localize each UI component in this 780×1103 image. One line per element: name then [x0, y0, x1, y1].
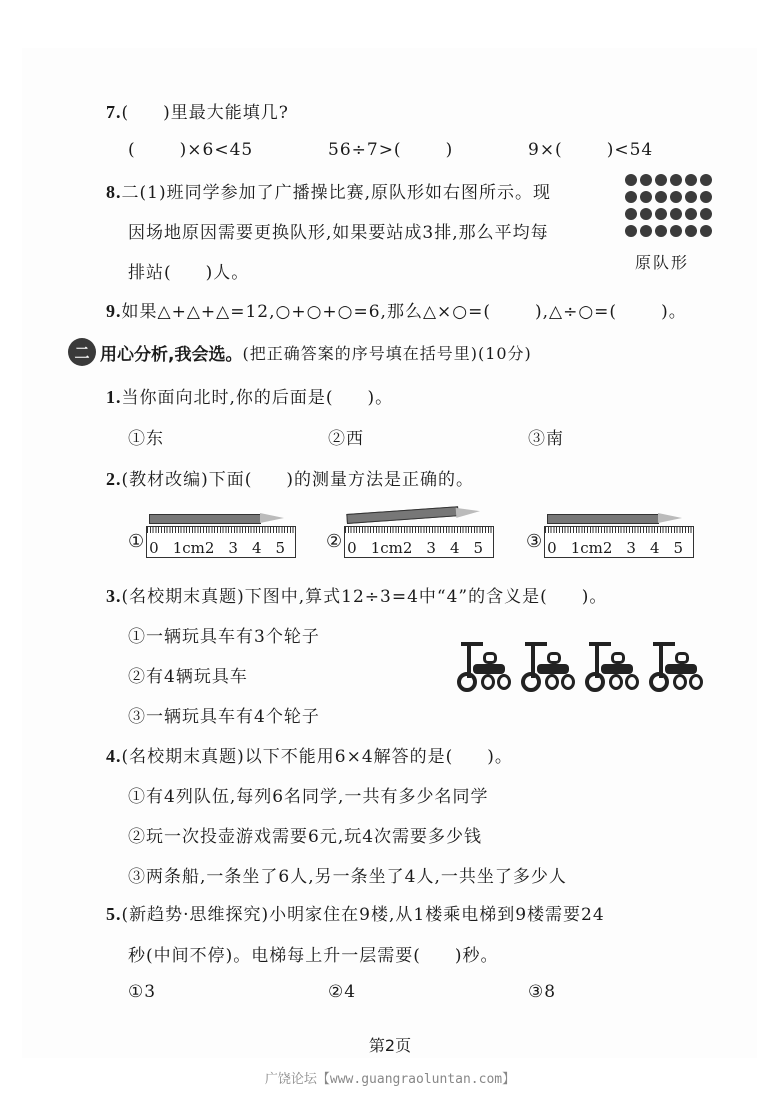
q8-line-3: 排站( )人。	[128, 263, 250, 283]
section-2-header	[68, 338, 532, 366]
q7-item-3: 9×( )<54	[528, 140, 654, 160]
figure-caption: 原队形	[635, 253, 690, 272]
tricycle-icon	[583, 638, 641, 694]
s2-q1-option-2: ②西	[328, 429, 364, 449]
s2-q5-option-1: ①3	[128, 982, 157, 1002]
toy-tricycles-figure	[455, 638, 705, 694]
s2-q1-option-1: ①东	[128, 429, 164, 449]
s2-q4-option-3: ③两条船,一条坐了6人,另一条坐了4人,一共坐了多少人	[128, 867, 567, 887]
section-subtitle: (把正确答案的序号填在括号里)(10分)	[242, 343, 532, 363]
ruler-option-1: ① 0 1cm 2 3 4 5	[128, 512, 296, 560]
s2-q3-option-2: ②有4辆玩具车	[128, 667, 248, 687]
q7-item-1: ( )×6<45	[128, 140, 254, 160]
q9-stem: 9.如果△+△+△=12,○+○+○=6,那么△×○=( ),△÷○=( )。	[106, 301, 687, 322]
s2-q1-stem: 1.当你面向北时,你的后面是( )。	[106, 387, 394, 408]
s2-q3-stem: 3.(名校期末真题)下图中,算式12÷3=4中“4”的含义是( )。	[106, 586, 608, 607]
s2-q1-option-3: ③南	[528, 429, 564, 449]
section-number-badge: 二	[68, 338, 96, 366]
q7-number: 7.	[106, 102, 122, 122]
s2-q5-option-2: ②4	[328, 982, 357, 1002]
ruler-option-2: ② 0 1cm 2 3 4 5	[326, 512, 494, 560]
s2-q4-stem: 4.(名校期末真题)以下不能用6×4解答的是( )。	[106, 746, 513, 767]
s2-q4-option-2: ②玩一次投壶游戏需要6元,玩4次需要多少钱	[128, 827, 483, 847]
watermark: 广饶论坛【www.guangraoluntan.com】	[264, 1072, 516, 1087]
q8-line-1: 8.二(1)班同学参加了广播操比赛,原队形如右图所示。现	[106, 182, 551, 203]
s2-q5-option-3: ③8	[528, 982, 557, 1002]
ruler-icon: 0 1cm 2 3 4 5	[146, 526, 296, 558]
s2-q5-line-1: 5.(新趋势·思维探究)小明家住在9楼,从1楼乘电梯到9楼需要24	[106, 904, 605, 925]
s2-q3-option-3: ③一辆玩具车有4个轮子	[128, 707, 320, 727]
section-title: 用心分析,我会选。	[100, 344, 243, 365]
s2-q3-option-1: ①一辆玩具车有3个轮子	[128, 627, 320, 647]
q7-item-2: 56÷7>( )	[328, 140, 454, 160]
ruler-icon: 0 1cm 2 3 4 5	[544, 526, 694, 558]
s2-q5-line-2: 秒(中间不停)。电梯每上升一层需要( )秒。	[128, 946, 499, 966]
tricycle-icon	[647, 638, 705, 694]
original-formation-figure	[625, 174, 712, 237]
ruler-option-3: ③ 0 1cm 2 3 4 5	[526, 512, 694, 560]
q8-line-2: 因场地原因需要更换队形,如果要站成3排,那么平均每	[128, 223, 549, 243]
tricycle-icon	[519, 638, 577, 694]
q7-stem: 7.( )里最大能填几?	[106, 102, 289, 123]
ruler-icon: 0 1cm 2 3 4 5	[344, 526, 494, 558]
s2-q2-stem: 2.(教材改编)下面( )的测量方法是正确的。	[106, 469, 475, 490]
s2-q4-option-1: ①有4列队伍,每列6名同学,一共有多少名同学	[128, 787, 489, 807]
page-number: 第2页	[368, 1036, 412, 1055]
tricycle-icon	[455, 638, 513, 694]
